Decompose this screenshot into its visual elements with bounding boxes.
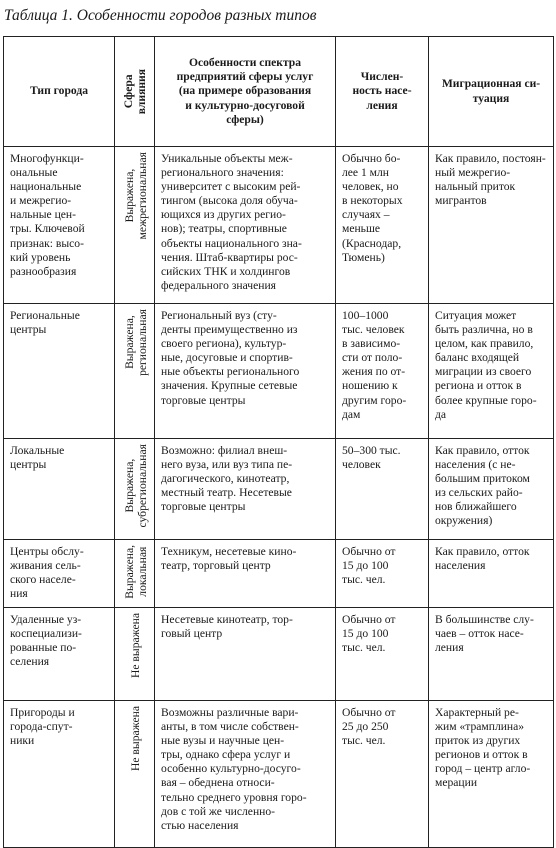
cell-sphere: Не выражена xyxy=(115,701,155,848)
cell-features: Несетевые кинотеатр, тор- говый центр xyxy=(155,608,336,701)
cell-sphere: Выражена, локальная xyxy=(115,540,155,608)
cell-population: Обычно от 15 до 100 тыс. чел. xyxy=(336,540,429,608)
cell-city-type: Региональные центры xyxy=(4,304,115,439)
cell-population: Обычно бо- лее 1 млн человек, но в некоторых случаях – меньше (Краснодар, Тюмень) xyxy=(336,147,429,304)
header-population: Числен- ность насе- ления xyxy=(336,37,429,147)
cell-sphere: Выражена, региональная xyxy=(115,304,155,439)
table-row xyxy=(4,608,554,701)
cell-population: Обычно от 25 до 250 тыс. чел. xyxy=(336,701,429,848)
table-caption: Таблица 1. Особенности городов разных типов xyxy=(4,7,317,24)
cell-city-type: Удаленные уз- коспециализи- рованные по- селения xyxy=(4,608,115,701)
cell-features: Региональный вуз (сту- денты преимущественно из своего региона), культур- ные, досуговые и спортив- ные объекты регионального значения. Крупные сетевые торговые центры xyxy=(155,304,336,439)
cell-city-type: Локальные центры xyxy=(4,439,115,540)
cell-features: Техникум, несетевые кино- театр, торговый центр xyxy=(155,540,336,608)
cell-sphere: Не выражена xyxy=(115,608,155,701)
cell-migration: Ситуация может быть различна, но в целом, как правило, баланс входящей миграции из своего региона и отток в более крупные горо- да xyxy=(429,304,554,439)
city-types-table xyxy=(3,36,554,848)
cell-features: Возможно: филиал внеш- него вуза, или вуз типа пе- дагогического, кинотеатр, местный театр. Несетевые торговые центры xyxy=(155,439,336,540)
header-city-type: Тип города xyxy=(4,37,115,147)
table-row xyxy=(4,540,554,608)
table-row xyxy=(4,147,554,304)
cell-sphere: Выражена, межрегиональная xyxy=(115,147,155,304)
cell-population: Обычно от 15 до 100 тыс. чел. xyxy=(336,608,429,701)
cell-migration: Как правило, отток населения xyxy=(429,540,554,608)
cell-features: Возможны различные вари- анты, в том числе собствен- ные вузы и научные цен- тры, однако сфера услуг и особенно культурно-досуго- вая – обеднена относи- тельно среднего уровня горо- дов с той же численно- стью населения xyxy=(155,701,336,848)
header-features: Особенности спектра предприятий сферы услуг (на примере образования и культурно-досуговой сферы) xyxy=(155,37,336,147)
cell-city-type: Пригороды и города-спут- ники xyxy=(4,701,115,848)
table-row xyxy=(4,304,554,439)
cell-migration: Как правило, постоян- ный межрегио- нальный приток мигрантов xyxy=(429,147,554,304)
table-row xyxy=(4,701,554,848)
cell-features: Уникальные объекты меж- регионального значения: университет с высоким рей- тингом (высока доля обуча- ющихся из других регио- нов); театры, спортивные объекты национального зна- чения. Штаб-квартиры рос- сийских ТНК и холдингов федерального значения xyxy=(155,147,336,304)
cell-population: 50–300 тыс. человек xyxy=(336,439,429,540)
header-migration: Миграционная си- туация xyxy=(429,37,554,147)
cell-population: 100–1000 тыс. человек в зависимо- сти от поло- жения по от- ношению к другим горо- дам xyxy=(336,304,429,439)
table-header-row xyxy=(4,37,554,147)
cell-sphere: Выражена, субрегиональная xyxy=(115,439,155,540)
cell-migration: В большинстве слу- чаев – отток насе- ления xyxy=(429,608,554,701)
cell-city-type: Многофункци- ональные национальные и межрегио- нальные цен- тры. Ключевой признак: высо- кий уровень разнообразия xyxy=(4,147,115,304)
cell-migration: Как правило, отток населения (с не- большим притоком из сельских райо- нов ближайшего окружения) xyxy=(429,439,554,540)
cell-city-type: Центры обслу- живания сель- ского населе- ния xyxy=(4,540,115,608)
cell-migration: Характерный ре- жим «трамплина» приток из других регионов и отток в город – центр агло- мерации xyxy=(429,701,554,848)
table-row xyxy=(4,439,554,540)
header-sphere: Сфера влияния xyxy=(115,37,155,147)
